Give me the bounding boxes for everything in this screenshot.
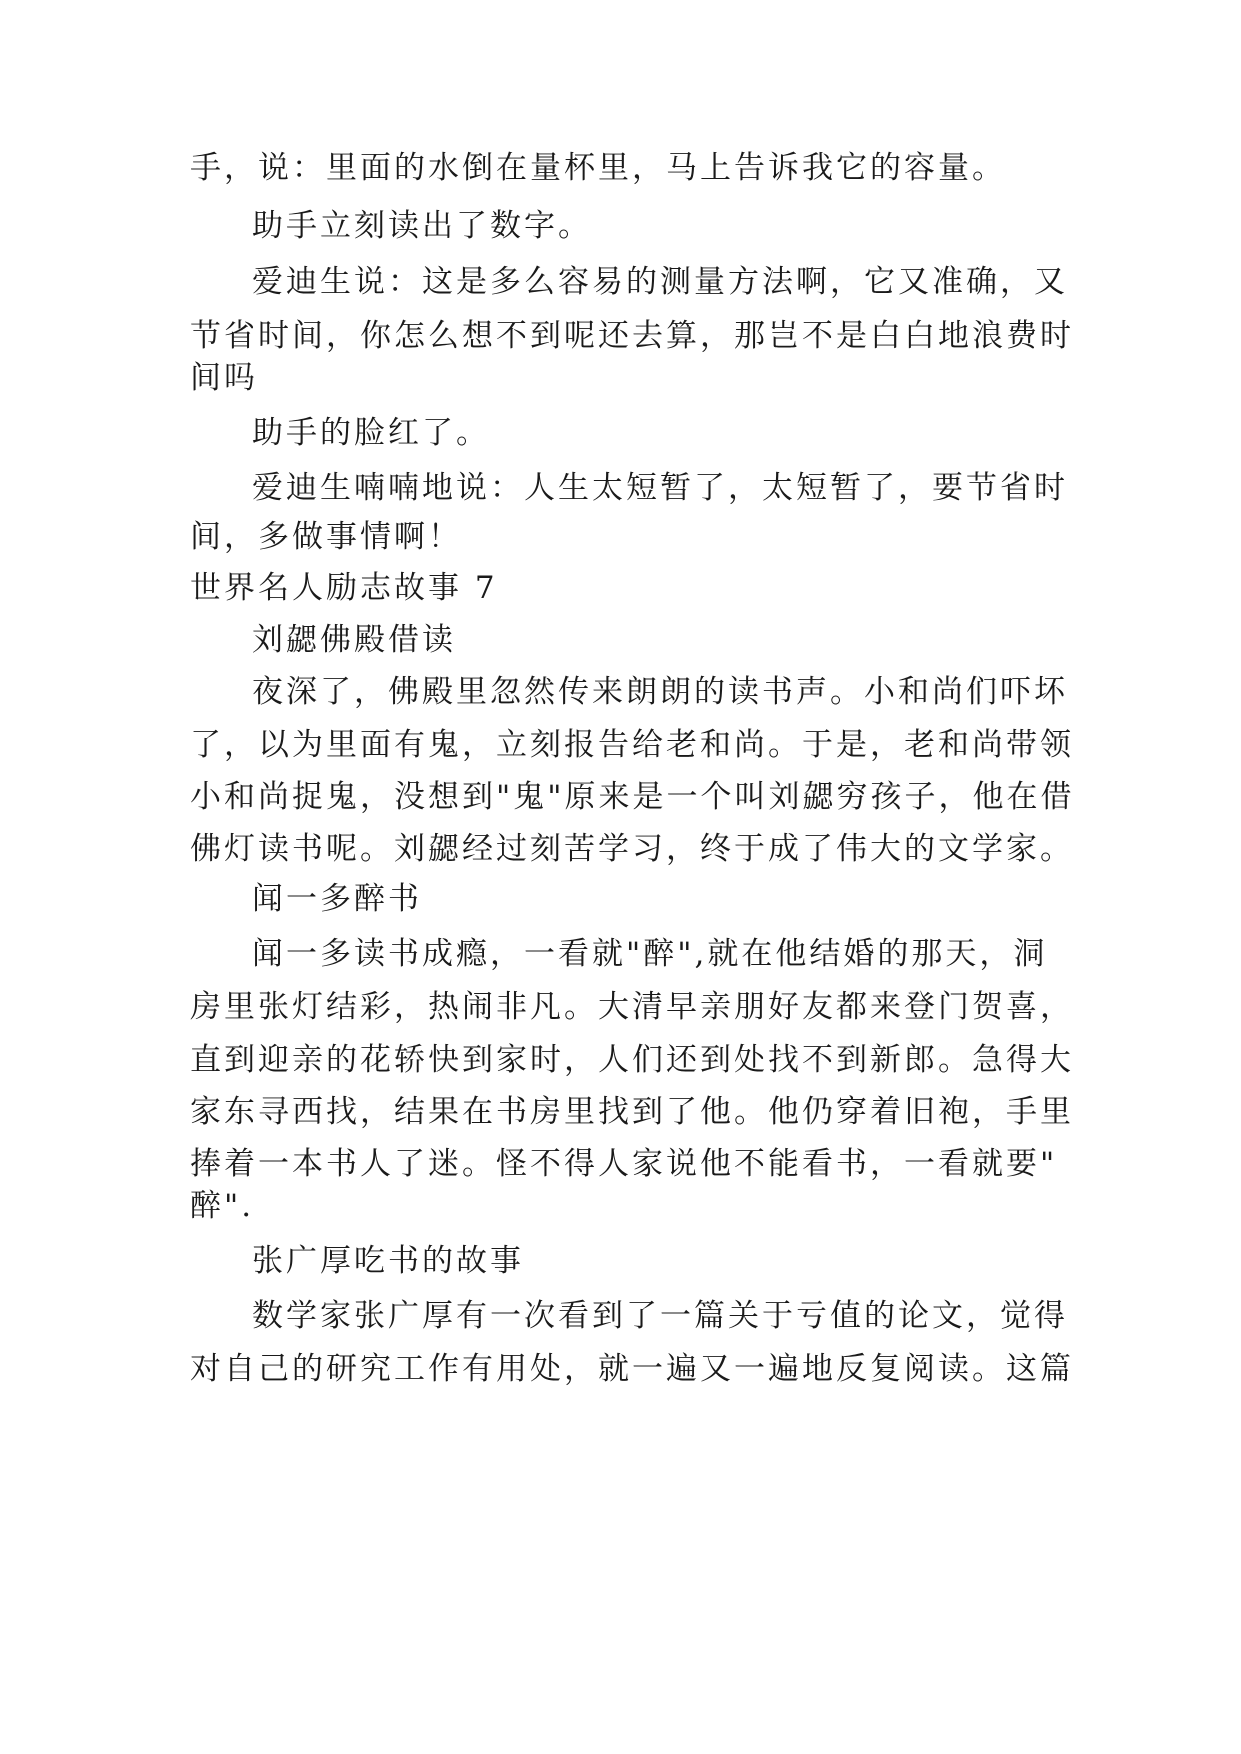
story-title-wenyiduo: 闻一多醉书 [252, 881, 422, 917]
text-line-11: 夜深了，佛殿里忽然传来朗朗的读书声。小和尚们吓坏 [252, 674, 1068, 710]
text-line-24: 对自己的研究工作有用处，就一遍又一遍地反复阅读。这篇 [190, 1351, 1074, 1387]
text-line-13: 小和尚捉鬼，没想到"鬼"原来是一个叫刘勰穷孩子，他在借 [190, 779, 1075, 815]
text-line-3: 爱迪生说：这是多么容易的测量方法啊，它又准确，又 [252, 264, 1068, 300]
text-line-23: 数学家张广厚有一次看到了一篇关于亏值的论文，觉得 [252, 1298, 1068, 1334]
text-line-2: 助手立刻读出了数字。 [252, 208, 592, 244]
text-line-5: 间吗 [190, 360, 258, 396]
text-line-18: 直到迎亲的花轿快到家时，人们还到处找不到新郎。急得大 [190, 1042, 1074, 1078]
text-line-1: 手，说：里面的水倒在量杯里，马上告诉我它的容量。 [190, 150, 1006, 186]
text-line-20: 捧着一本书人了迷。怪不得人家说他不能看书，一看就要" [190, 1146, 1058, 1182]
text-line-16: 闻一多读书成瘾，一看就"醉",就在他结婚的那天，洞 [252, 936, 1048, 972]
text-line-7: 爱迪生喃喃地说：人生太短暂了，太短暂了，要节省时 [252, 470, 1068, 506]
text-line-6: 助手的脸红了。 [252, 415, 490, 451]
text-line-21: 醉". [190, 1188, 255, 1224]
text-line-8: 间，多做事情啊！ [190, 519, 462, 555]
text-line-19: 家东寻西找，结果在书房里找到了他。他仍穿着旧袍，手里 [190, 1094, 1074, 1130]
text-line-14: 佛灯读书呢。刘勰经过刻苦学习，终于成了伟大的文学家。 [190, 831, 1074, 867]
text-line-12: 了，以为里面有鬼，立刻报告给老和尚。于是，老和尚带领 [190, 727, 1074, 763]
text-line-17: 房里张灯结彩，热闹非凡。大清早亲朋好友都来登门贺喜， [190, 989, 1074, 1025]
text-line-4: 节省时间，你怎么想不到呢还去算，那岂不是白白地浪费时 [190, 318, 1074, 354]
section-heading: 世界名人励志故事 7 [190, 570, 498, 606]
story-title-liuxie: 刘勰佛殿借读 [252, 622, 456, 658]
story-title-zhangguanghou: 张广厚吃书的故事 [252, 1243, 524, 1279]
